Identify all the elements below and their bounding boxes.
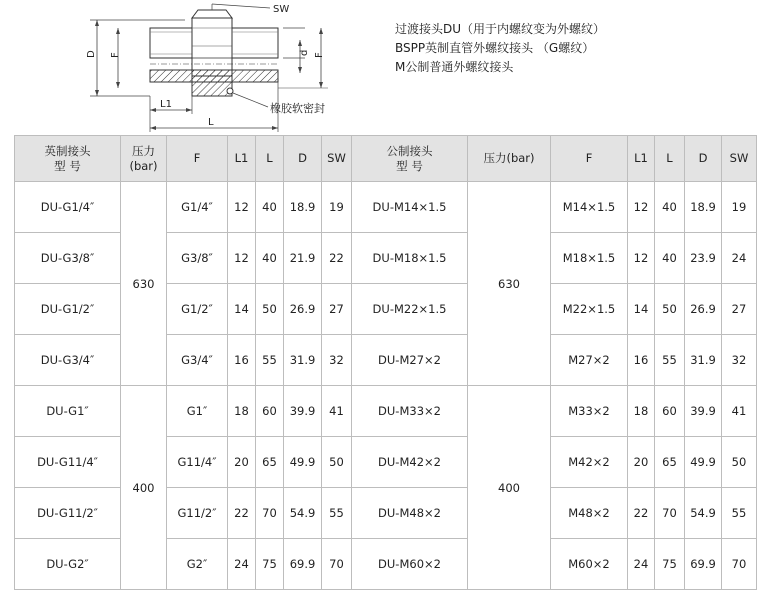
metric-l-cell: 50 [655,284,685,335]
imperial-d-cell: 54.9 [284,488,322,539]
label-D: D [86,50,97,58]
metric-model-cell: DU-M18×1.5 [352,233,468,284]
header-L1: L1 [228,136,256,182]
header-imperial-model [15,136,121,182]
metric-model-cell: DU-M14×1.5 [352,182,468,233]
header-metric-model [352,136,468,182]
imperial-model-cell: DU-G11/2″ [15,488,121,539]
fitting-drawing [80,0,370,136]
metric-model-cell: DU-M60×2 [352,539,468,590]
metric-l1-cell: 20 [628,437,655,488]
header-SW: SW [322,136,352,182]
metric-d-cell: 54.9 [685,488,722,539]
imperial-d-cell: 49.9 [284,437,322,488]
table-row [15,182,757,233]
metric-d-cell: 39.9 [685,386,722,437]
imperial-model-cell: DU-G3/4″ [15,335,121,386]
imperial-sw-cell: 22 [322,233,352,284]
header-pressure-2: 压力(bar) [468,136,551,182]
metric-d-cell: 31.9 [685,335,722,386]
metric-l1-cell: 22 [628,488,655,539]
imperial-l1-cell: 12 [228,233,256,284]
imperial-model-cell: DU-G2″ [15,539,121,590]
metric-model-cell: DU-M48×2 [352,488,468,539]
imperial-d-cell: 39.9 [284,386,322,437]
imperial-l1-cell: 20 [228,437,256,488]
metric-sw-cell: 70 [722,539,757,590]
header-text: 型 号 [54,158,81,173]
label-SW: SW [273,4,290,15]
header-SW-2: SW [722,136,757,182]
metric-sw-cell: 50 [722,437,757,488]
imperial-d-cell: 69.9 [284,539,322,590]
label-L1: L1 [160,99,172,110]
imperial-l-cell: 75 [256,539,284,590]
label-seal: 橡胶软密封 [270,102,325,115]
description-line: BSPP英制直管外螺纹接头 （G螺纹） [395,41,595,55]
metric-d-cell: 18.9 [685,182,722,233]
imperial-f-cell: G1/4″ [167,182,228,233]
imperial-l-cell: 40 [256,233,284,284]
label-F-right: F [314,52,325,58]
header-text: 英制接头 [44,143,91,158]
metric-l-cell: 40 [655,233,685,284]
imperial-l-cell: 70 [256,488,284,539]
imperial-f-cell: G1″ [167,386,228,437]
imperial-f-cell: G11/4″ [167,437,228,488]
imperial-f-cell: G3/4″ [167,335,228,386]
description-line: M公制普通外螺纹接头 [395,60,514,74]
metric-f-cell: M33×2 [551,386,628,437]
metric-sw-cell: 27 [722,284,757,335]
imperial-l1-cell: 24 [228,539,256,590]
metric-l1-cell: 24 [628,539,655,590]
metric-pressure-cell: 400 [468,386,551,590]
metric-f-cell: M14×1.5 [551,182,628,233]
metric-l1-cell: 12 [628,182,655,233]
metric-sw-cell: 24 [722,233,757,284]
imperial-l1-cell: 18 [228,386,256,437]
label-F-left: F [110,52,121,58]
imperial-l1-cell: 16 [228,335,256,386]
metric-d-cell: 49.9 [685,437,722,488]
imperial-sw-cell: 55 [322,488,352,539]
imperial-f-cell: G1/2″ [167,284,228,335]
header-F-2: F [551,136,628,182]
header-text: (bar) [129,158,158,173]
metric-sw-cell: 55 [722,488,757,539]
imperial-sw-cell: 19 [322,182,352,233]
metric-l-cell: 55 [655,335,685,386]
metric-f-cell: M42×2 [551,437,628,488]
imperial-sw-cell: 41 [322,386,352,437]
table-row [15,386,757,437]
imperial-sw-cell: 27 [322,284,352,335]
header-D: D [284,136,322,182]
header-text: 公制接头 [386,143,433,158]
description-line: 过渡接头DU（用于内螺纹变为外螺纹） [395,22,606,36]
imperial-pressure-cell: 630 [121,182,167,386]
header-L1-2: L1 [628,136,655,182]
imperial-model-cell: DU-G1/4″ [15,182,121,233]
spec-table [14,135,757,590]
metric-model-cell: DU-M22×1.5 [352,284,468,335]
metric-d-cell: 23.9 [685,233,722,284]
imperial-model-cell: DU-G11/4″ [15,437,121,488]
metric-l-cell: 60 [655,386,685,437]
metric-sw-cell: 19 [722,182,757,233]
header-L: L [256,136,284,182]
imperial-l1-cell: 14 [228,284,256,335]
header-D-2: D [685,136,722,182]
metric-l-cell: 75 [655,539,685,590]
label-L: L [208,117,214,128]
imperial-d-cell: 31.9 [284,335,322,386]
metric-l-cell: 70 [655,488,685,539]
header-text: 型 号 [396,158,423,173]
imperial-d-cell: 21.9 [284,233,322,284]
imperial-l-cell: 65 [256,437,284,488]
metric-f-cell: M48×2 [551,488,628,539]
imperial-sw-cell: 70 [322,539,352,590]
table-header-row [15,136,757,182]
imperial-d-cell: 18.9 [284,182,322,233]
metric-f-cell: M22×1.5 [551,284,628,335]
metric-sw-cell: 41 [722,386,757,437]
header-text: 压力 [132,143,155,158]
metric-model-cell: DU-M42×2 [352,437,468,488]
metric-l1-cell: 12 [628,233,655,284]
imperial-l-cell: 55 [256,335,284,386]
header-L-2: L [655,136,685,182]
metric-model-cell: DU-M27×2 [352,335,468,386]
imperial-l-cell: 60 [256,386,284,437]
metric-d-cell: 69.9 [685,539,722,590]
imperial-sw-cell: 32 [322,335,352,386]
description [395,20,605,77]
metric-f-cell: M60×2 [551,539,628,590]
metric-model-cell: DU-M33×2 [352,386,468,437]
imperial-f-cell: G11/2″ [167,488,228,539]
metric-l1-cell: 14 [628,284,655,335]
imperial-f-cell: G3/8″ [167,233,228,284]
metric-sw-cell: 32 [722,335,757,386]
imperial-l-cell: 40 [256,182,284,233]
imperial-l1-cell: 22 [228,488,256,539]
imperial-d-cell: 26.9 [284,284,322,335]
imperial-pressure-cell: 400 [121,386,167,590]
imperial-l-cell: 50 [256,284,284,335]
imperial-model-cell: DU-G1″ [15,386,121,437]
imperial-model-cell: DU-G1/2″ [15,284,121,335]
label-d: d [299,49,310,56]
imperial-model-cell: DU-G3/8″ [15,233,121,284]
imperial-sw-cell: 50 [322,437,352,488]
imperial-l1-cell: 12 [228,182,256,233]
metric-l-cell: 65 [655,437,685,488]
metric-l1-cell: 16 [628,335,655,386]
metric-pressure-cell: 630 [468,182,551,386]
header-F: F [167,136,228,182]
header-pressure [121,136,167,182]
metric-l-cell: 40 [655,182,685,233]
metric-f-cell: M27×2 [551,335,628,386]
metric-d-cell: 26.9 [685,284,722,335]
metric-l1-cell: 18 [628,386,655,437]
imperial-f-cell: G2″ [167,539,228,590]
metric-f-cell: M18×1.5 [551,233,628,284]
